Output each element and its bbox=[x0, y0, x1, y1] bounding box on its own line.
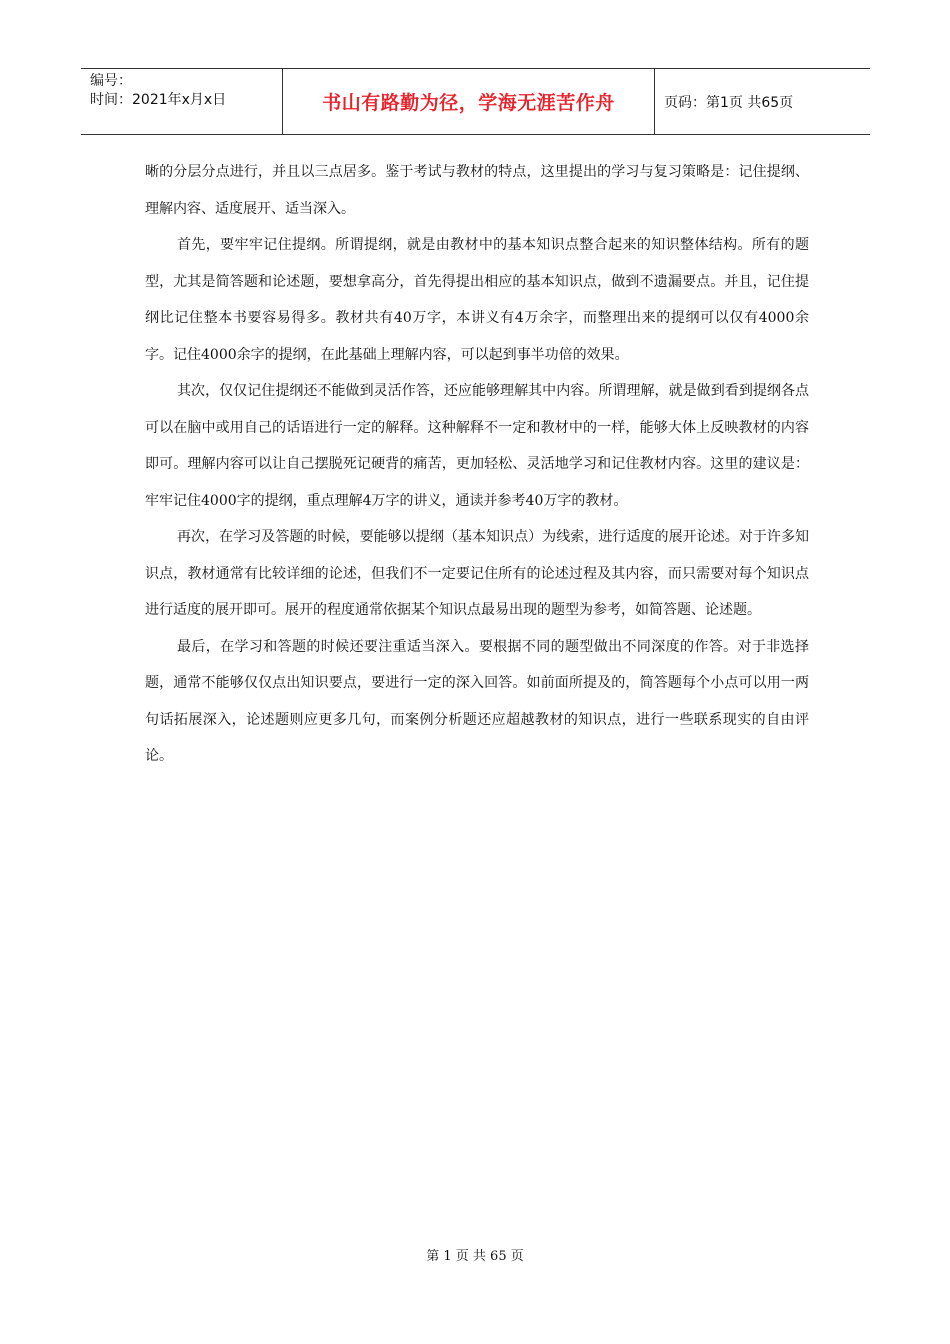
paragraph-first: 首先，要牢牢记住提纲。所谓提纲，就是由教材中的基本知识点整合起来的知识整体结构。所有的题型，尤其是简答题和论述题，要想拿高分，首先得提出相应的基本知识点，做到不遗漏要点。并且，记住提纲比记住整本书要容易得多。教材共有40万字，本讲义有4万余字，而整理出来的提纲可以仅有4000余字。记住4000余字的提纲，在此基础上理解内容，可以起到事半功倍的效果。 bbox=[145, 237, 809, 363]
header-meta bbox=[81, 69, 283, 134]
paragraph-last: 最后，在学习和答题的时候还要注重适当深入。要根据不同的题型做出不同深度的作答。对于非选择题，通常不能够仅仅点出知识要点，要进行一定的深入回答。如前面所提及的，简答题每个小点可以用一两句话拓展深入，论述题则应更多几句，而案例分析题还应超越教材的知识点，进行一些联系现实的自由评论。 bbox=[145, 638, 809, 764]
document-date: 时间：2021年x月x日 bbox=[90, 92, 227, 108]
document-number-label: 编号： bbox=[90, 73, 132, 89]
paragraph-third: 再次，在学习及答题的时候，要能够以提纲（基本知识点）为线索，进行适度的展开论述。对于许多知识点，教材通常有比较详细的论述，但我们不一定要记住所有的论述过程及其内容，而只需要对每个知识点进行适度的展开即可。展开的程度通常依据某个知识点最易出现的题型为参考，如简答题、论述题。 bbox=[145, 529, 809, 618]
paragraph-intro: 晰的分层分点进行，并且以三点居多。鉴于考试与教材的特点，这里提出的学习与复习策略是：记住提纲、理解内容、适度展开、适当深入。 bbox=[145, 164, 809, 217]
paragraph-second: 其次，仅仅记住提纲还不能做到灵活作答，还应能够理解其中内容。所谓理解，就是做到看到提纲各点可以在脑中或用自己的话语进行一定的解释。这种解释不一定和教材中的一样，能够大体上反映教材的内容即可。理解内容可以让自己摆脱死记硬背的痛苦，更加轻松、灵活地学习和记住教材内容。这里的建议是：牢牢记住4000字的提纲，重点理解4万字的讲义，通读并参考40万字的教材。 bbox=[145, 383, 809, 509]
header-page-info: 页码：第1页 共65页 bbox=[664, 94, 794, 111]
header-motto: 书山有路勤为径，学海无涯苦作舟 bbox=[283, 69, 655, 134]
document-body bbox=[145, 154, 809, 775]
page-header bbox=[81, 68, 870, 135]
page-footer: 第 1 页 共 65 页 bbox=[426, 1249, 524, 1264]
